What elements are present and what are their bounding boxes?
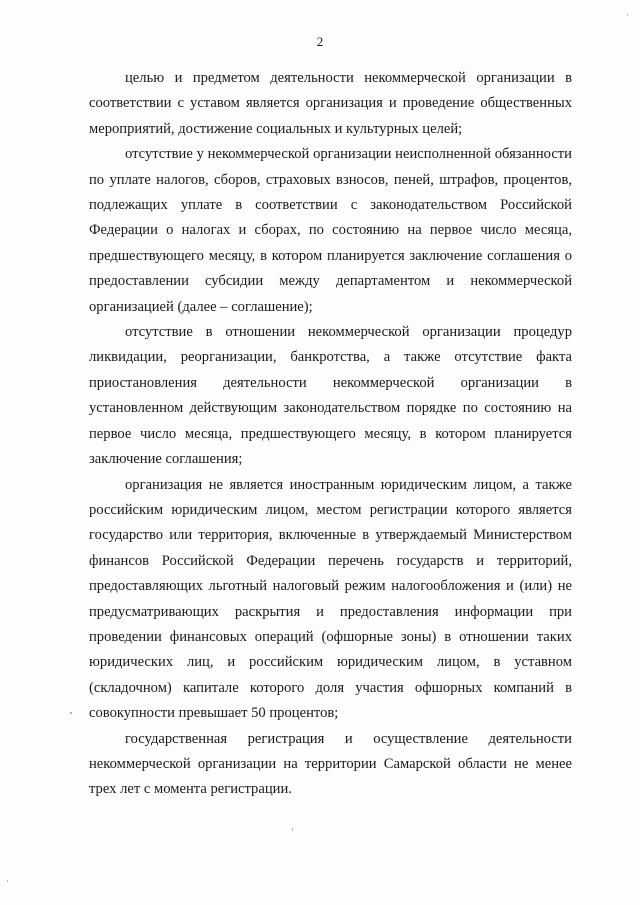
paragraph-registration: государственная регистрация и осуществление деятельности некоммерческой организации на территории Самарской области не менее трех лет с момента регистрации.: [89, 730, 572, 798]
paragraph-not-offshore: организация не является иностранным юридическим лицом, а также российским юридическим лицом, местом регистрации которого является государство или территория, включенные в утверждаемый Министерством финансов Российской Федерации перечень государств и территорий, предоставляющих льготный налоговый режим налогообложения и (или) не предусматривающих раскрытия и предоставления информации при проведении финансовых операций (офшорные зоны) в отношении таких юридических лиц, и российским юридическим лицом, в уставном (складочном) капитале которого доля участия офшорных компаний в совокупности превышает 50 процентов;: [89, 476, 572, 722]
scan-speck: [627, 14, 628, 16]
paragraph-no-tax-debt: отсутствие у некоммерческой организации неисполненной обязанности по уплате налогов, сборов, страховых взносов, пеней, штрафов, процентов, подлежащих уплате в соответствии с законодательством Российской Федерации о налогах и сборах, по состоянию на первое число месяца, предшествующего месяцу, в котором планируется заключение соглашения о предоставлении субсидии между департаментом и некоммерческой организацией (далее – соглашение);: [89, 146, 572, 315]
scan-speck: [7, 880, 8, 882]
document-body: [89, 66, 572, 803]
scan-speck: [70, 712, 72, 714]
scan-speck: [292, 828, 293, 831]
paragraph-goals: целью и предметом деятельности некоммерческой организации в соответствии с уставом является организация и проведение общественных мероприятий, достижение социальных и культурных целей;: [89, 70, 572, 137]
page-number: 2: [316, 34, 324, 49]
paragraph-no-liquidation: отсутствие в отношении некоммерческой организации процедур ликвидации, реорганизации, банкротства, а также отсутствие факта приостановления деятельности некоммерческой организации в установленном действующим законодательством порядке по состоянию на первое число месяца, предшествующего месяцу, в котором планируется заключение соглашения;: [89, 324, 572, 468]
